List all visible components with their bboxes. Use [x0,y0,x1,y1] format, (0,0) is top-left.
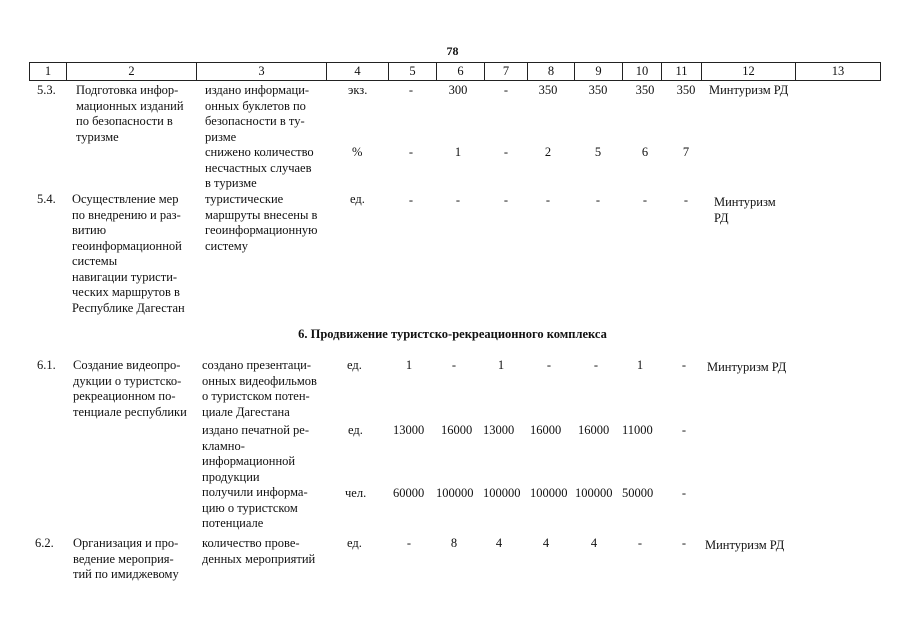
row-5-3-unit-1: экз. [348,83,368,97]
header-col-3: 3 [197,63,327,80]
row-5-3-organization: Минтуризм РД [709,83,789,97]
header-col-1: 1 [30,63,67,80]
row-6-2-v5: - [406,536,412,550]
header-col-6: 6 [437,63,485,80]
row-5-3-b-v10: 6 [641,145,649,159]
row-6-1-unit-2: ед. [348,423,363,437]
row-5-3-b-v11: 7 [682,145,690,159]
row-6-1-b-v7: 13000 [483,423,515,437]
row-6-2-title: Организация и про- ведение мероприя- тий по имиджевому [73,536,179,581]
row-6-2-v8: 4 [542,536,550,550]
header-col-12: 12 [702,63,796,80]
row-6-1-v10: 1 [636,358,644,372]
row-5-3-indicator-2: снижено количество несчастных случаев в туризме [205,145,314,190]
row-5-4-v9: - [595,193,601,207]
row-6-1-c-v10: 50000 [622,486,654,500]
row-5-3-b-v6: 1 [454,145,462,159]
row-5-3-v8: 350 [538,83,558,97]
row-6-1-b-v6: 16000 [441,423,473,437]
row-5-4-organization: Минтуризм РД [714,195,776,225]
row-6-1-unit-3: чел. [345,486,367,500]
row-5-4-unit-1: ед. [350,192,365,206]
row-6-2-v9: 4 [590,536,598,550]
row-6-1-v6: - [451,358,457,372]
row-5-4-v8: - [545,193,551,207]
header-col-13: 13 [831,64,845,78]
row-5-3-v11: 350 [676,83,696,97]
row-6-1-b-v11: - [681,423,687,437]
row-6-1-v7: 1 [497,358,505,372]
row-5-4-v11: - [683,193,689,207]
row-5-3-v6: 300 [448,83,468,97]
row-6-1-c-v5: 60000 [393,486,425,500]
row-6-2-v11: - [681,536,687,550]
page-number: 78 [446,44,459,58]
row-6-2-number: 6.2. [35,536,54,550]
row-6-2-v7: 4 [495,536,503,550]
row-6-1-v9: - [593,358,599,372]
row-6-1-indicator-3: получили информа- цию о туристском потенциале [202,485,308,530]
row-5-3-title: Подготовка инфор- мационных изданий по безопасности в туризме [76,83,184,144]
header-col-4: 4 [327,63,389,80]
row-5-3-v10: 350 [635,83,655,97]
row-6-1-v5: 1 [405,358,413,372]
row-6-1-b-v9: 16000 [578,423,610,437]
row-6-1-c-v9: 100000 [575,486,613,500]
row-6-2-indicator-1: количество прове- денных мероприятий [202,536,316,566]
row-6-2-v6: 8 [450,536,458,550]
header-col-7: 7 [485,63,528,80]
row-6-2-v10: - [637,536,643,550]
row-5-3-v5: - [408,83,414,97]
row-5-3-b-v7: - [503,145,509,159]
row-5-4-number: 5.4. [37,192,56,206]
row-5-3-v9: 350 [588,83,608,97]
row-5-3-b-v5: - [408,145,414,159]
header-col-9: 9 [575,63,623,80]
row-6-2-unit-1: ед. [347,536,362,550]
row-5-4-title: Осуществление мер по внедрению и раз- витию геоинформационной системы навигации туристи- ческих маршрутов в Республике Дагестан [72,192,185,315]
row-6-1-b-v8: 16000 [530,423,562,437]
row-6-1-c-v11: - [681,486,687,500]
row-6-1-organization: Минтуризм РД [707,360,787,374]
row-6-1-v8: - [546,358,552,372]
row-6-1-b-v5: 13000 [393,423,425,437]
header-col-10: 10 [623,63,662,80]
row-6-1-c-v6: 100000 [436,486,474,500]
section-6-heading: 6. Продвижение туристско-рекреационного комплекса [298,327,607,341]
row-6-2-organization: Минтуризм РД [705,538,785,552]
row-6-1-title: Создание видеопро- дукции о туристско- рекреационном по- тенциале республики [73,358,187,419]
row-5-4-indicator-1: туристические маршруты внесены в геоинформационную систему [205,192,318,253]
row-6-1-b-v10: 11000 [622,423,653,437]
header-col-11: 11 [662,63,702,80]
row-5-3-number: 5.3. [37,83,56,97]
row-6-1-v11: - [681,358,687,372]
row-6-1-c-v7: 100000 [483,486,521,500]
row-5-4-v6: - [455,193,461,207]
row-5-4-v5: - [408,193,414,207]
header-col-5: 5 [389,63,437,80]
row-6-1-indicator-1: создано презентаци- онных видеофильмов о туристском потен- циале Дагестана [202,358,317,419]
row-5-3-indicator-1: издано информаци- онных буклетов по безопасности в ту- ризме [205,83,310,144]
row-5-4-v7: - [503,193,509,207]
row-5-3-v7: - [503,83,509,97]
row-6-1-indicator-2: издано печатной ре- кламно- информационной продукции [202,423,309,484]
header-col-2: 2 [67,63,197,80]
row-5-3-b-v9: 5 [594,145,602,159]
row-5-3-unit-2: % [352,145,363,159]
row-6-1-number: 6.1. [37,358,56,372]
row-5-4-v10: - [642,193,648,207]
row-6-1-c-v8: 100000 [530,486,568,500]
row-6-1-unit-1: ед. [347,358,362,372]
header-col-8: 8 [528,63,575,80]
table-header-row [29,62,881,81]
row-5-3-b-v8: 2 [544,145,552,159]
